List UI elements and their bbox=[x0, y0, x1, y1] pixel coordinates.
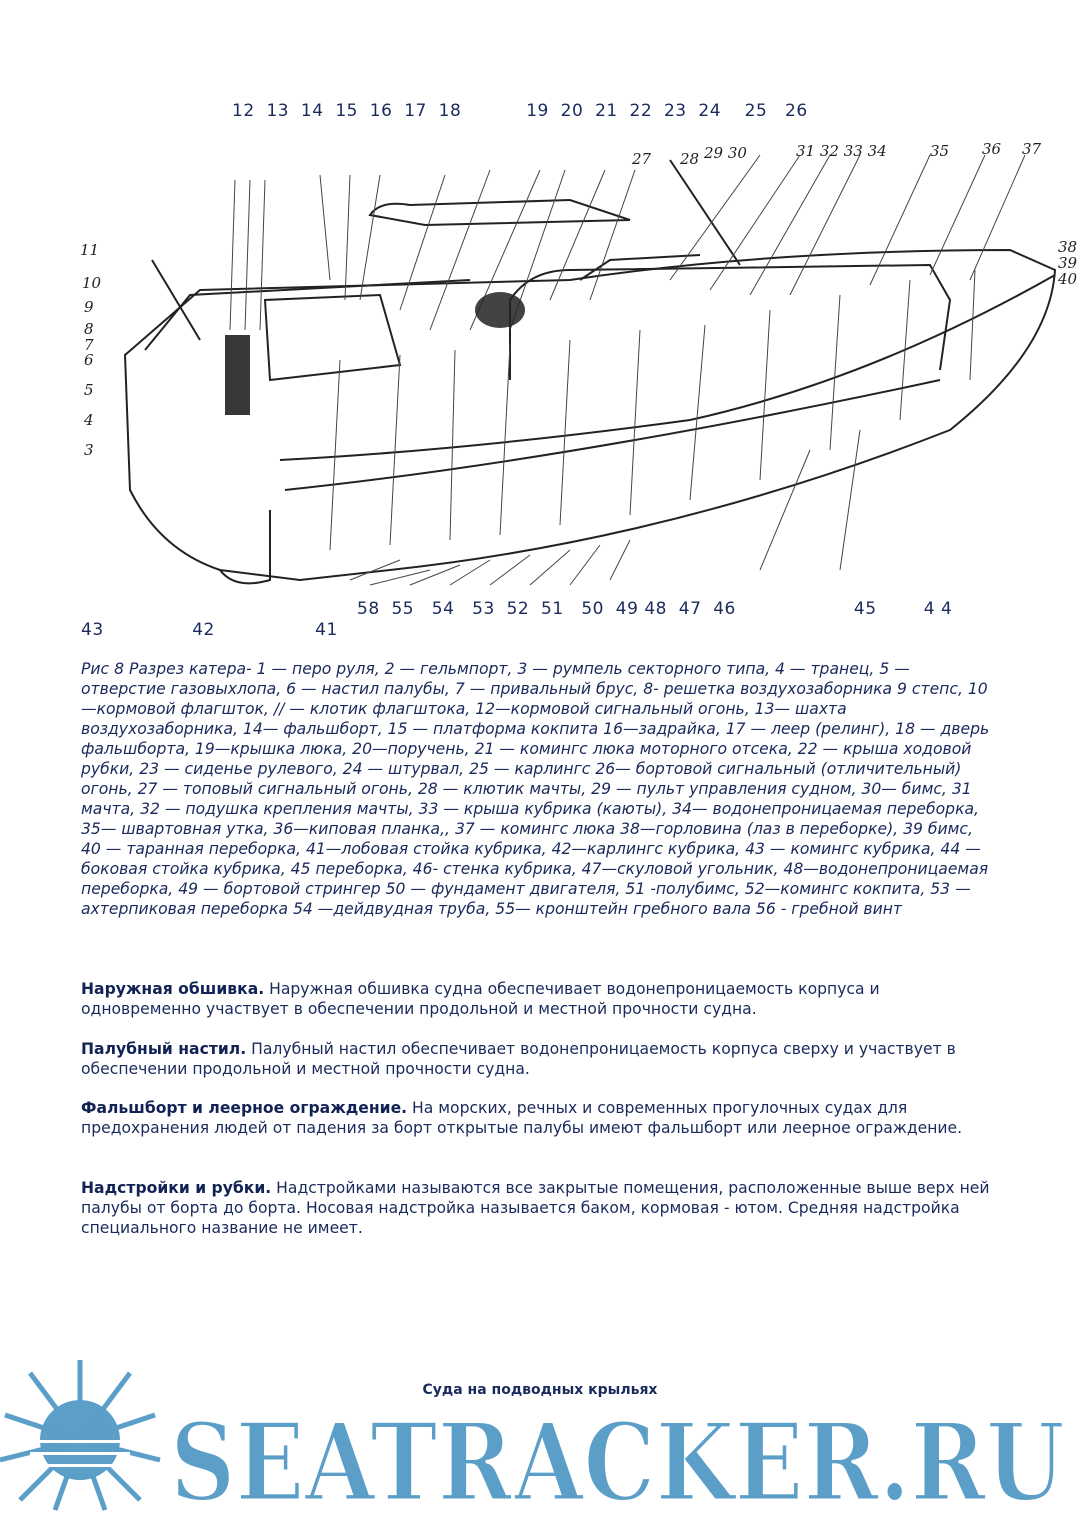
label-9: 9 bbox=[84, 298, 94, 316]
footer-title: Суда на подводных крыльях bbox=[422, 1382, 658, 1398]
label-38: 38 bbox=[1058, 238, 1078, 256]
section-text: На морских, речных и современных прогулочных судах для предохранения людей от падения за борт открытые палубы имеют фальшборт или леерное ограждение. bbox=[81, 1099, 963, 1137]
section-text: Палубный настил обеспечивает водонепроницаемость корпуса сверху и участвует в обеспечении продольной и местной прочности судна. bbox=[81, 1040, 956, 1078]
label-7: 7 bbox=[84, 336, 94, 354]
label-4: 4 bbox=[84, 411, 94, 429]
logo-text: SEATRACKER.RU bbox=[170, 1400, 1065, 1515]
label-6: 6 bbox=[84, 351, 94, 369]
label-29-30: 29 30 bbox=[704, 144, 747, 162]
section-text: Надстройками называются все закрытые помещения, расположенные выше верх ней палубы от борта до борта. Носовая надстройка называется баком, кормовая - ютом. Средняя надстройка специального название не имеет. bbox=[81, 1179, 990, 1237]
section-outer-plating bbox=[81, 979, 996, 1019]
boat-drawing bbox=[70, 130, 1080, 600]
section-heading: Надстройки и рубки. bbox=[81, 1179, 272, 1197]
section-text: Наружная обшивка судна обеспечивает водонепроницаемость корпуса и одновременно участвует в обеспечении продольной и местной прочности судна. bbox=[81, 980, 880, 1018]
section-heading: Фальшборт и леерное ограждение. bbox=[81, 1099, 408, 1117]
label-31-34: 31 32 33 34 bbox=[796, 142, 887, 160]
label-37: 37 bbox=[1022, 140, 1042, 158]
label-10: 10 bbox=[82, 274, 102, 292]
label-11: 11 bbox=[80, 241, 100, 259]
section-heading: Палубный настил. bbox=[81, 1040, 247, 1058]
figure-bottom-numbers-2: 43 42 41 bbox=[81, 620, 338, 640]
label-3: 3 bbox=[84, 441, 94, 459]
figure-caption: Рис 8 Разрез катера- 1 — перо руля, 2 — гельмпорт, 3 — румпель секторного типа, 4 — транец, 5 — отверстие газовыхлопа, 6 — настил палубы, 7 — привальный брус, 8- решетка воздухозаборника 9 степс, 10 —кормовой флагшток, // — клотик флагштока, 12—кормовой сигнальный огонь, 13— шахта воздухозаборника, 14— фальшборт, 15 — платформа кокпита 16—задрайка, 17 — леер (релинг), 18 — дверь фальшборта, 19—крышка люка, 20—поручень, 21 — комингс люка моторного отсека, 22 — крыша ходовой рубки, 23 — сиденье рулевого, 24 — штурвал, 25 — карлингс 26— бортовой сигнальный (отличительный) огонь, 27 — топовый сигнальный огонь, 28 — клютик мачты, 29 — пульт управления судном, 30— бимс, 31 мачта, 32 — подушка крепления мачты, 33 — крыша кубрика (каюты), 34— водонепроницаемая переборка, 35— швартовная утка, 36—киповая планка,, 37 — комингс люка 38—горловина (лаз в переборке), 39 бимс, 40 — таранная переборка, 41—лобовая стойка кубрика, 42—карлингс кубрика, 43 — комингс кубрика, 44 — боковая стойка кубрика, 45 переборка, 46- стенка кубрика, 47—скуловой угольник, 48—водонепроницаемая переборка, 49 — бортовой стрингер 50 — фундамент двигателя, 51 -полубимс, 52—комингс кокпита, 53 — ахтерпиковая переборка 54 —дейдвудная труба, 55— кронштейн гребного вала 56 - гребной винт bbox=[81, 660, 990, 918]
section-bulwark bbox=[81, 1098, 996, 1138]
label-36: 36 bbox=[982, 140, 1002, 158]
label-35: 35 bbox=[930, 142, 950, 160]
label-39: 39 bbox=[1058, 254, 1078, 272]
label-8: 8 bbox=[84, 320, 94, 338]
label-5: 5 bbox=[84, 381, 94, 399]
section-heading: Наружная обшивка. bbox=[81, 980, 265, 998]
label-27: 27 bbox=[632, 150, 652, 168]
label-40: 40 bbox=[1058, 270, 1078, 288]
figure-bottom-numbers: 58 55 54 53 52 51 50 49 48 47 46 45 4 4 bbox=[357, 599, 953, 619]
seatracker-logo[interactable] bbox=[0, 1355, 1080, 1515]
section-deck-plating bbox=[81, 1039, 996, 1079]
boat-cross-section-figure bbox=[70, 130, 1080, 600]
section-superstructures bbox=[81, 1178, 996, 1238]
label-28: 28 bbox=[680, 150, 700, 168]
figure-top-numbers: 12 13 14 15 16 17 18 19 20 21 22 23 24 25 26 bbox=[232, 101, 808, 121]
